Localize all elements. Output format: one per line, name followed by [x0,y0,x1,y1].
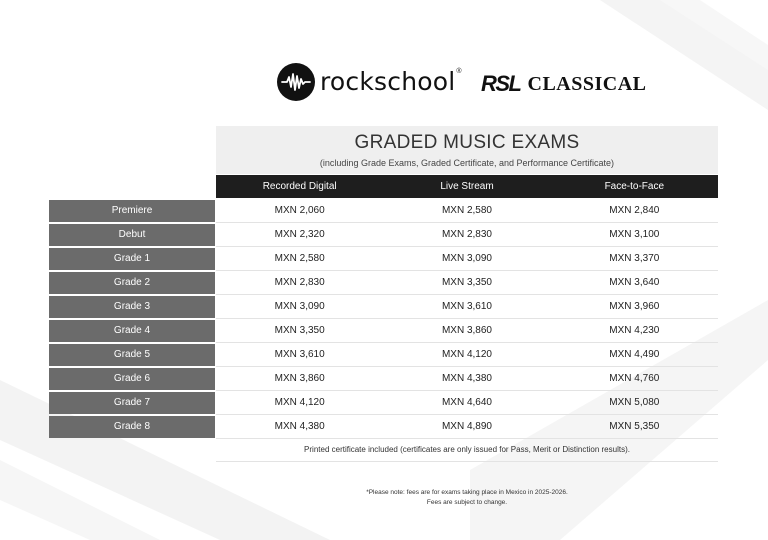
fee-cell: MXN 3,090 [274,301,325,312]
table-row [49,319,718,343]
fee-cell: MXN 5,350 [609,421,660,432]
fee-cell: MXN 3,350 [441,277,492,288]
footnote-line-2: Fees are subject to change. [426,499,508,506]
fee-cell: MXN 3,090 [441,253,492,264]
row-values [216,295,718,319]
rsl-classical-logo [481,70,646,98]
fee-cell: MXN 3,860 [274,373,325,384]
fee-cell: MXN 2,830 [274,277,325,288]
table-row [49,367,718,391]
fee-cell: MXN 2,060 [274,205,325,216]
table-row [49,247,718,271]
page-title: GRADED MUSIC EXAMS [354,132,580,153]
row-label: Grade 7 [49,392,215,414]
row-values [216,415,718,439]
fee-cell: MXN 4,890 [441,421,492,432]
fee-cell: MXN 4,380 [441,373,492,384]
fee-cell: MXN 3,640 [609,277,660,288]
fee-cell: MXN 4,490 [609,349,660,360]
row-values [216,391,718,415]
table-row [49,391,718,415]
fee-cell: MXN 2,580 [274,253,325,264]
row-values [216,319,718,343]
fee-cell: MXN 2,830 [441,229,492,240]
row-values [216,343,718,367]
fee-cell: MXN 3,610 [274,349,325,360]
fee-cell: MXN 3,610 [441,301,492,312]
fees-table [49,199,718,439]
fee-cell: MXN 4,640 [441,397,492,408]
fee-cell: MXN 4,230 [609,325,660,336]
row-values [216,247,718,271]
footnote [0,488,768,508]
rockschool-logo [277,62,462,102]
row-values [216,223,718,247]
fee-cell: MXN 4,120 [441,349,492,360]
registered-mark: ® [456,67,462,75]
waveform-circle-icon [277,63,315,101]
fee-cell: MXN 2,320 [274,229,325,240]
fee-cell: MXN 3,960 [609,301,660,312]
table-row [49,415,718,439]
row-label: Grade 3 [49,296,215,318]
table-row [49,271,718,295]
fee-cell: MXN 2,580 [441,205,492,216]
fee-cell: MXN 3,860 [441,325,492,336]
page-subtitle: (including Grade Exams, Graded Certificate, and Performance Certificate) [319,158,615,168]
certificate-note: Printed certificate included (certificates are only issued for Pass, Merit or Distinction results). [216,439,718,462]
row-values [216,367,718,391]
fee-cell: MXN 5,080 [609,397,660,408]
fee-cell: MXN 4,120 [274,397,325,408]
column-header-live-stream: Live Stream [440,181,494,192]
row-values [216,271,718,295]
rockschool-wordmark: rockschool [320,66,456,96]
row-values [216,199,718,223]
fee-cell: MXN 2,840 [609,205,660,216]
fee-cell: MXN 3,350 [274,325,325,336]
row-label: Debut [49,224,215,246]
title-block [216,126,718,174]
row-label: Grade 1 [49,248,215,270]
row-label: Premiere [49,200,215,222]
column-header-recorded-digital: Recorded Digital [262,181,337,192]
row-label: Grade 8 [49,416,215,438]
rsl-mark: RSL [481,71,521,96]
fee-cell: MXN 3,370 [609,253,660,264]
table-row [49,199,718,223]
row-label: Grade 5 [49,344,215,366]
fee-cell: MXN 4,760 [609,373,660,384]
table-column-headers [216,175,718,198]
fee-cell: MXN 4,380 [274,421,325,432]
classical-wordmark: CLASSICAL [527,72,647,95]
column-header-face-to-face: Face-to-Face [604,181,665,192]
row-label: Grade 6 [49,368,215,390]
row-label: Grade 2 [49,272,215,294]
table-row [49,343,718,367]
table-row [49,223,718,247]
table-row [49,295,718,319]
footnote-line-1: *Please note: fees are for exams taking place in Mexico in 2025-2026. [366,489,568,496]
row-label: Grade 4 [49,320,215,342]
fee-cell: MXN 3,100 [609,229,660,240]
